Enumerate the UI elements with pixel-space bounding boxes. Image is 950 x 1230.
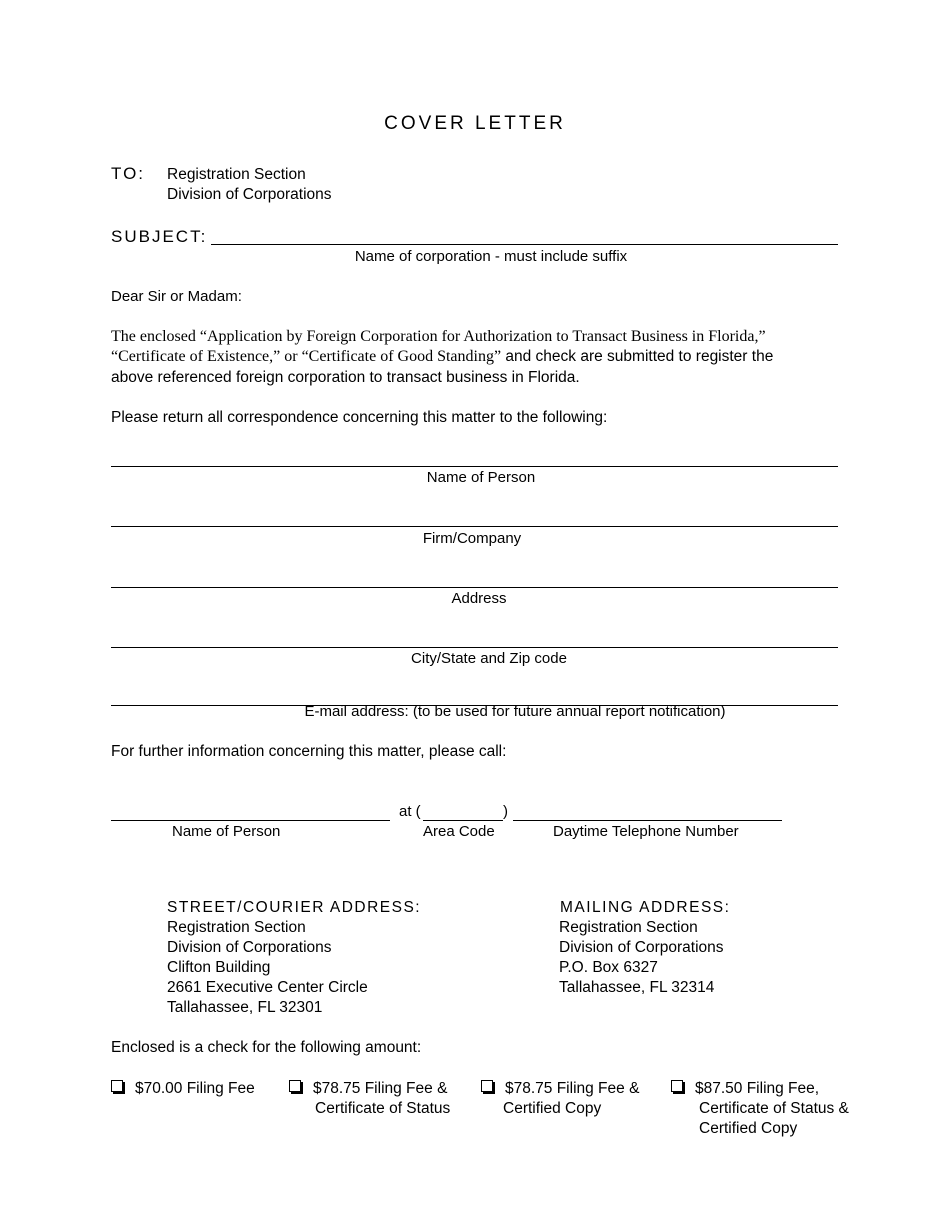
to-recipient (167, 165, 332, 205)
fee-option-filing[interactable] (111, 1079, 255, 1099)
street-address-line: Division of Corporations (167, 939, 332, 956)
checkbox-icon[interactable] (671, 1080, 683, 1092)
fee-option-filing-certificate-status[interactable] (289, 1079, 450, 1119)
mailing-address-line: Tallahassee, FL 32314 (559, 979, 715, 996)
phone-number-caption: Daytime Telephone Number (553, 823, 739, 840)
to-label: TO: (111, 164, 146, 183)
body-line-2 (111, 348, 773, 366)
to-line-1: Registration Section (167, 166, 306, 183)
city-state-zip-line[interactable] (111, 647, 838, 648)
fee-option-label-line-2: Certificate of Status (315, 1100, 451, 1117)
area-code-line[interactable] (423, 820, 503, 821)
street-address-line: Registration Section (167, 919, 306, 936)
mailing-address-line: Division of Corporations (559, 939, 724, 956)
page-title: COVER LETTER (384, 113, 566, 134)
fee-option-label: $78.75 Filing Fee & (313, 1080, 448, 1097)
street-address-block (167, 898, 421, 1018)
mailing-address-line: Registration Section (559, 919, 698, 936)
subject-input-line[interactable] (211, 244, 838, 245)
street-address-line: 2661 Executive Center Circle (167, 979, 368, 996)
to-line-2: Division of Corporations (167, 186, 332, 203)
body-line-1: The enclosed “Application by Foreign Corporation for Authorization to Transact Business in Florida,” (111, 328, 766, 345)
mailing-address-block (559, 898, 730, 998)
phone-close-paren: ) (503, 803, 508, 820)
address-line[interactable] (111, 587, 838, 588)
street-address-line: Tallahassee, FL 32301 (167, 999, 323, 1016)
salutation: Dear Sir or Madam: (111, 288, 242, 305)
area-code-caption: Area Code (423, 823, 495, 840)
phone-name-line[interactable] (111, 820, 390, 821)
mailing-address-header: MAILING ADDRESS: (560, 899, 731, 916)
firm-company-line[interactable] (111, 526, 838, 527)
email-caption: E-mail address: (to be used for future annual report notification) (304, 703, 726, 720)
mailing-address-line: P.O. Box 6327 (559, 959, 658, 976)
street-address-header: STREET/COURIER ADDRESS: (167, 899, 422, 916)
phone-number-line[interactable] (513, 820, 782, 821)
firm-company-caption: Firm/Company (422, 530, 522, 547)
fee-option-label-line-2: Certificate of Status & (699, 1100, 849, 1117)
fee-option-label: $87.50 Filing Fee, (695, 1080, 820, 1097)
enclosed-text: Enclosed is a check for the following amount: (111, 1039, 422, 1056)
body-line-3: above referenced foreign corporation to transact business in Florida. (111, 369, 580, 386)
checkbox-icon[interactable] (481, 1080, 493, 1092)
phone-at-open: at ( (399, 803, 421, 820)
fee-option-label: $70.00 Filing Fee (135, 1080, 255, 1097)
body-line-2-rest: and check are submitted to register the (501, 348, 774, 365)
checkbox-icon[interactable] (111, 1080, 123, 1092)
phone-name-caption: Name of Person (172, 823, 281, 840)
address-caption: Address (451, 590, 507, 607)
call-instruction: For further information concerning this matter, please call: (111, 743, 507, 760)
fee-option-label-line-2: Certified Copy (503, 1100, 602, 1117)
name-of-person-line[interactable] (111, 466, 838, 467)
checkbox-icon[interactable] (289, 1080, 301, 1092)
return-instruction: Please return all correspondence concerning this matter to the following: (111, 409, 608, 426)
city-state-zip-caption: City/State and Zip code (411, 650, 567, 667)
name-of-person-caption: Name of Person (426, 469, 536, 486)
street-address-line: Clifton Building (167, 959, 271, 976)
fee-option-label: $78.75 Filing Fee & (505, 1080, 640, 1097)
body-line-2-serif: “Certificate of Existence,” or “Certificate of Good Standing” (111, 348, 502, 365)
fee-option-label-line-3: Certified Copy (699, 1120, 798, 1137)
fee-option-filing-certified-copy[interactable] (481, 1079, 639, 1119)
subject-label: SUBJECT: (111, 227, 208, 246)
subject-caption: Name of corporation - must include suffix (354, 248, 628, 265)
fee-option-filing-certificate-certified-copy[interactable] (671, 1079, 849, 1139)
